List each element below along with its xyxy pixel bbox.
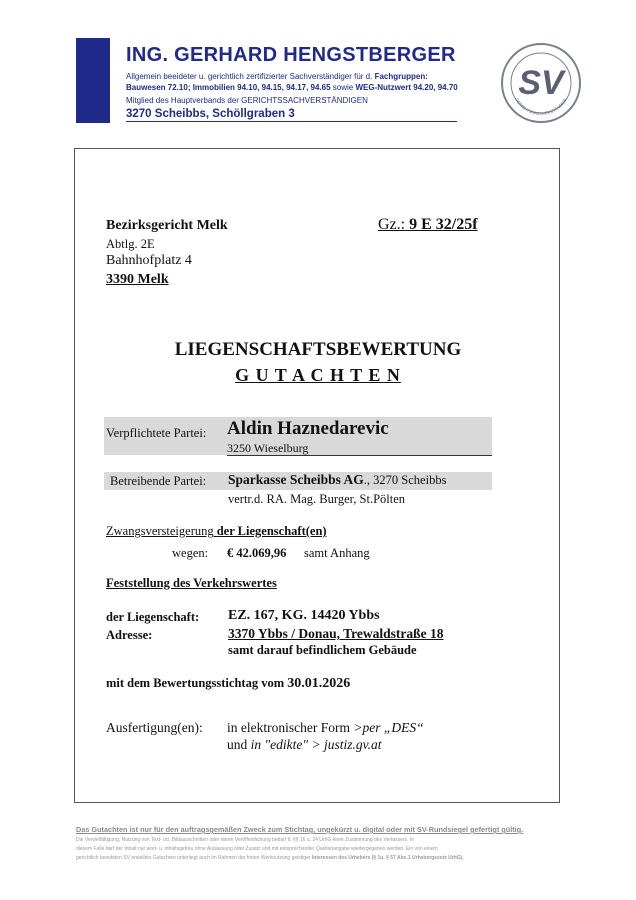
court-street: Bahnhofplatz 4 [106,253,192,268]
address-label: Adresse: [106,628,153,642]
case-number-value: 9 E 32/25f [409,216,478,233]
pursuing-party-city: ., 3270 Scheibbs [363,473,447,487]
footer-copyright-3a: gerichtlich beeideten SV erstelltes Gutachten unterliegt auch im Rahmen der freien Werknutzung geistiger [76,855,311,861]
auction-amount: € 42.069,96 [227,546,287,560]
valuation-date-value: 30.01.2026 [287,676,351,691]
court-city: 3390 Melk [106,272,169,287]
specialties-b: WEG-Nutzwert 94.20, 94.70 [355,83,458,92]
document-subtitle: G U T A C H T E N [235,365,401,385]
copies-und: und [227,737,248,752]
court-dept: Abtlg. 2E [106,237,155,251]
property-label: der Liegenschaft: [106,610,200,624]
case-number-label: Gz.: [378,216,406,233]
pursuing-party-line [228,472,446,488]
obliged-party-city: 3250 Wieselburg [227,441,309,455]
building-note: samt darauf befindlichem Gebäude [228,643,417,657]
qualification-groups-label: Fachgruppen: [374,72,428,81]
logo-letters: SV [518,64,564,102]
pursuing-party-name: Sparkasse Scheibbs AG [228,472,364,487]
expert-qualification [126,72,428,81]
sv-seal-logo [500,42,582,124]
logo-ring-text: GERICHTSSACHVERSTÄNDIGE [514,97,568,117]
footer-validity-note: Das Gutachten ist nur für den auftragsgemäßen Zweck zum Stichtag, ungekürzt u. digital oder mit SV-Rundsiegel gefertigt gültig. [76,825,524,834]
pursuing-party-representative: vertr.d. RA. Mag. Burger, St.Pölten [228,492,406,506]
footer-copyright-2: diesem Falle darf der Inhalt nur wort- u. inhaltsgetreu ohne Auslassung oder Zusatz und mit entsprechender Quellenangabe wiedergegeben werden. Ein von einem [76,846,438,852]
copies-justiz: > justiz.gv.at [311,737,382,752]
auction-wegen: wegen: [172,546,209,560]
qualification-text: Allgemein beeideter u. gerichtlich zertifizierter Sachverständiger für d. [126,72,373,81]
specialties-a: Bauwesen 72.10; Immobilien 94.10, 94.15, 94.17, 94.65 [126,83,331,92]
court-name: Bezirksgericht Melk [106,218,228,233]
document-title: LIEGENSCHAFTSBEWERTUNG [174,339,462,360]
copies-format: in elektronischer Form [227,720,350,735]
expert-address: 3270 Scheibbs, Schöllgraben 3 [126,108,457,122]
obliged-party-label: Verpflichtete Partei: [106,426,207,440]
address-value: 3370 Ybbs / Donau, Trewaldstraße 18 [228,626,444,641]
expert-membership: Mitglied des Hauptverbands der GERICHTSSACHVERSTÄNDIGEN [126,96,368,105]
letterhead-bar [76,38,110,123]
expert-specialties [126,83,458,92]
copies-edikte: in "edikte" [250,737,309,752]
case-number [378,216,478,234]
footer-copyright-3 [76,855,464,861]
property-value: EZ. 167, KG. 14420 Ybbs [228,608,380,623]
auction-label: Zwangsversteigerung [106,524,214,538]
pursuing-party-label: Betreibende Partei: [110,474,207,488]
copies-label: Ausfertigung(en): [106,720,203,735]
auction-heading [106,524,327,539]
copies-line-2 [227,737,381,753]
obliged-party-name: Aldin Haznedarevic [227,418,389,439]
copies-line-1 [227,720,424,736]
auction-suffix: samt Anhang [304,546,370,560]
copies-des: >per „DES“ [353,720,424,735]
valuation-date [106,676,350,692]
expert-name: ING. GERHARD HENGSTBERGER [126,44,456,66]
valuation-date-prefix: mit dem Bewertungsstichtag vom [106,676,285,690]
valuation-heading: Feststellung des Verkehrswertes [106,576,277,590]
specialties-sowie: sowie [332,83,354,92]
auction-subject: der Liegenschaft(en) [216,524,327,538]
footer-copyright-3b: Interessen des Urhebers (§ 1u. § 57 Abs.1 Urhebergesetz UrhG). [311,855,464,861]
footer-copyright-1: Die Vervielfältigung, Nutzung von Text- od. Bildausschnitten oder deren Veröffentlichung bedarf lt. §§ 16 u. 24 UrhG einer Zustimmung des Verfassers. In [76,837,415,843]
